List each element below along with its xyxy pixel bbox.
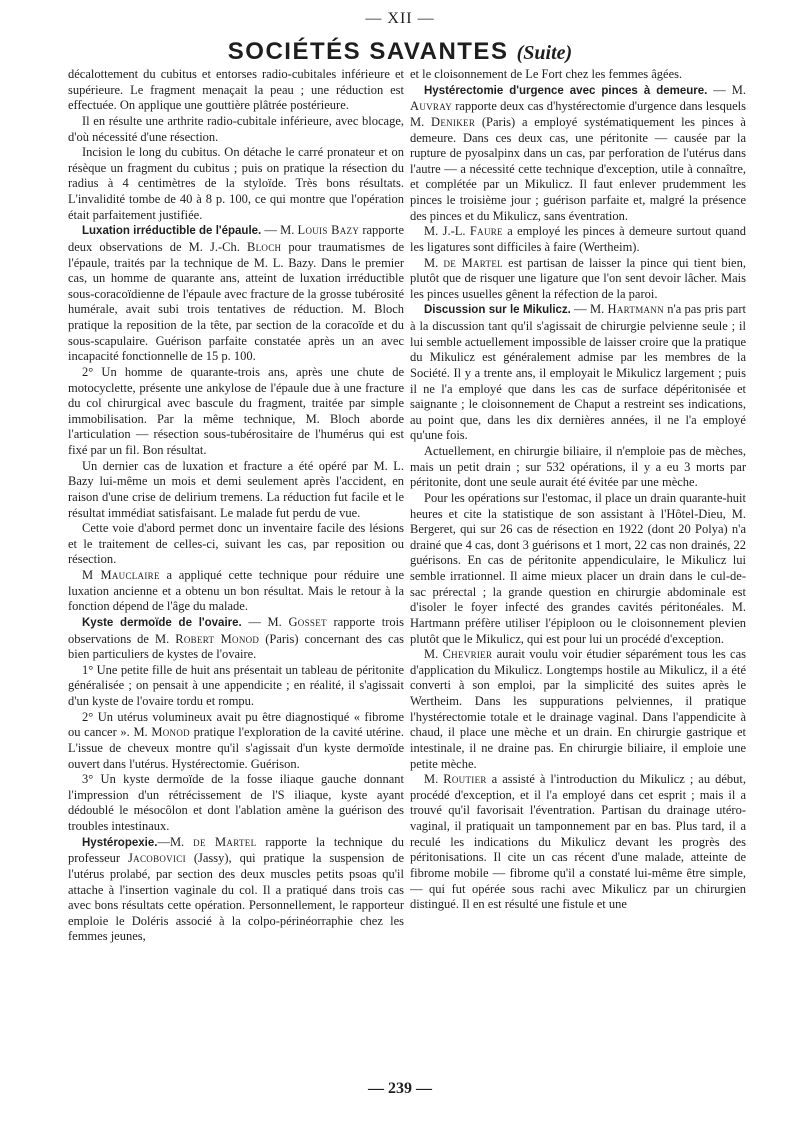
author-name: Robert Monod [175,631,260,646]
paragraph: Un dernier cas de luxation et fracture a été opéré par M. L. Bazy lui-même un mois et demi seulement après l'accident, en raison d'une crise de delirium tremens. La réduction fut facile et le résultat immédiat satisfaisant. Le malade fut perdu de vue. [68,458,404,520]
author-name: M Mauclaire [82,568,160,582]
author-name: Routier [443,772,487,787]
author-name: Louis Bazy [297,223,360,238]
paragraph: M. de Martel est partisan de laisser la pince qui tient bien, plutôt que de risquer une ligature que l'on sent devoir lâcher. Mais les pinces usuelles gênent la réfection de la paroi. [410,255,746,301]
section-heading: Discussion sur le Mikulicz. [424,304,571,317]
paragraph: 3° Un kyste dermoïde de la fosse iliaque gauche donnant l'impression d'un rétrécissement de l'S iliaque, kyste ayant dédoublé le mésocôlon et dont l'ablation amène la guérison des troubles intestinaux. [68,772,404,833]
section-heading: Luxation irréductible de l'épaule. [82,225,262,238]
paragraph: et le cloisonnement de Le Fort chez les femmes âgées. [410,67,683,81]
section-paragraph: Luxation irréductible de l'épaule. — M. Louis Bazy rapporte deux observations de M. J.-Ch. Bloch pour traumatismes de l'épaule, traités par la technique de M. L. Bazy. Dans le premier cas, un homme de quarante ans, atteint de luxation irréductible sous-coracoïdienne de l'épaule avec fracture de la grosse tubérosité humérale, avait subi trois tentatives de réduction. M. Bloch pratique la reposition de la tête, par section de la coracoïde et du sous-scapulaire. Guérison parfaite constatée après un an avec incapacité fonctionnelle de 15 p. 100. [68,223,404,364]
section-paragraph: Kyste dermoïde de l'ovaire. — M. Gosset rapporte trois observations de M. Robert Monod (Paris) concernant des cas bien particuliers de kystes de l'ovaire. [68,614,404,662]
paragraph: M Mauclaire a appliqué cette technique pour réduire une luxation ancienne et a obtenu un bon résultat. Mais le retour à la fonction dépend de l'âge du malade. [68,568,404,614]
paragraph: Cette voie d'abord permet donc un inventaire facile des lésions et le traitement de celles-ci, suivant les cas, par reposition ou résection. [68,521,404,567]
paragraph: 2° Un homme de quarante-trois ans, après une chute de motocyclette, présente une ankylose de l'épaule due à une fracture du col chirurgical avec bascule du fragment, traitée par simple immobilisation. Par la même technique, M. Bloch aborde l'articulation — résection sous-tubérositaire de l'humérus qui est fixé par un fil. Bon résultat. [68,364,404,457]
section-title [0,38,800,66]
paragraph: décalottement du cubitus et entorses radio-cubitales inférieure et supérieure. Le fragment menaçait la peau ; une réduction est effectuée. On applique une gouttière plâtrée postérieure. [68,67,404,113]
section-paragraph: Hystéropexie.—M. de Martel rapporte la technique du professeur Jacobovici (Jassy), qui pratique la suspension de l'utérus prolabé, par section des deux muscles petits psoas qu'il attache à l'insertion vaginale du col. Il a pratiqué dans trois cas avec bons résultats cette opération. Personnellement, le rapporteur emploie le Doléris associé à la colpo-périnéorraphie chez les femmes jeunes, [68,834,404,944]
paragraph: 1° Une petite fille de huit ans présentait un tableau de péritonite généralisée ; on pensait à une appendicite ; en réalité, il s'agissait d'un kyste de l'ovaire tordu et rompu. [68,662,404,708]
paragraph: M. Routier a assisté à l'introduction du Mikulicz ; au début, procédé d'exception, et il l'a employé dans cet esprit ; mais il a trouvé qu'il favorisait l'éventration. Partisan du drainage utéro-vaginal, il pratiquait un tamponnement par en bas. Plus tard, il a reculé les indications du Mikulicz devant les progrès des péritonisations. Il cite un cas récent d'une malade, atteinte de fibrome mobile — fibrome qu'il a constaté lui-même être simple, — qui fut opérée sous rachi avec Mikulicz par un chirurgien distingué. Il en est résulté une fistule et une [410,772,746,912]
author-name: Hartmann [607,302,664,317]
paragraph: M. J.-L. Faure a employé les pinces à demeure surtout quand les ligatures sont difficiles à faire (Wertheim). [410,224,746,254]
author-name: Bloch [246,239,282,254]
author-name: Jacobovici [128,851,186,866]
author-name: Monod [151,725,190,740]
section-heading: Hystérectomie d'urgence avec pinces à demeure. [424,84,708,97]
section-heading: Hystéropexie. [82,836,158,849]
author-name: de Martel [443,255,503,270]
section-paragraph: Hystérectomie d'urgence avec pinces à demeure. — M. Auvray rapporte deux cas d'hystérectomie d'urgence dans lesquels M. Deniker (Paris) a employé systématiquement les pinces à demeure. Dans ces deux cas, une péritonite — causée par la rupture de pyosalpinx dans un cas, par perforation de l'utérus dans l'autre — a nécessité cette technique d'exception, utile à connaître, et complétée par un Mikulicz. Il faut enlever prudemment les pinces le troisième jour ; guérison parfaite et, malgré la présence des pinces et du Mikulicz, sans éventration. [410,82,746,223]
section-title-suite: (Suite) [516,42,573,64]
roman-page-numeral: — XII — [365,10,435,27]
author-name: de Martel [193,834,257,849]
paragraph: Incision le long du cubitus. On détache le carré pronateur et on résèque un fragment du cubitus ; puis on pratique la résection du radius à 4 centimètres de la styloïde. Très bons résultats. L'invalidité tombe de 40 à 8 p. 100, ce qui montre que l'opération était parfaitement justifiée. [68,145,404,222]
author-name: Gosset [288,614,327,629]
paragraph: Pour les opérations sur l'estomac, il place un drain quarante-huit heures et cite la statistique de son assistant à l'Hôtel-Dieu, M. Bergeret, qui sur 26 cas de résection en 1922 (dont 20 Polya) n'a drainé que 4 cas, dont 3 guérisons et 1 mort, 22 cas non drainés, 22 guérisons. En cas de péritonite appendiculaire, le Mikulicz lui semble irrationnel. Il aime mieux placer un drain dans le cul-de-sac prérectal ; la grande question en chirurgie abdominale est d'isoler le foyer infecté des grandes cavités péritonéales. M. Hartmann préfère utiliser l'épiploon ou le cloisonnement plevien plutôt que le Mikulicz, qui est pour lui un procédé d'exception. [410,490,746,646]
paragraph: Il en résulte une arthrite radio-cubitale inférieure, avec blocage, d'où nécessité d'une résection. [68,113,404,144]
author-name: Faure [469,224,503,239]
section-title-main: SOCIÉTÉS SAVANTES [227,38,509,65]
paragraph: 2° Un utérus volumineux avait pu être diagnostiqué « fibrome ou cancer ». M. Monod pratique l'exploration de la cavité utérine. L'issue de cheveux montre qu'il s'agissait d'un kyste dermoïde ouvert dans l'utérus. Hystérectomie. Guérison. [68,709,404,771]
section-paragraph: Discussion sur le Mikulicz. — M. Hartmann n'a pas pris part à la discussion tant qu'il s'agissait de chirurgie pelvienne seule ; il lui semble actuellement impossible de laisser croire que la pratique du Mikulicz est généralement admise par les membres de la Société. Il y a trente ans, il employait le Mikulicz largement ; puis il ne l'a employé que dans les cas de surface dépéritonisée et saignante ; le cloisonnement de Chaput a restreint ses indications, au point que, dans les dix dernières années, il ne l'a employé qu'une fois. [410,302,746,443]
left-column [68,67,404,1072]
author-name: Chevrier [442,647,493,662]
section-heading: Kyste dermoïde de l'ovaire. [82,616,242,629]
author-name: Auvray [410,99,453,114]
page-number: — 239 — [368,1080,432,1097]
paragraph: Actuellement, en chirurgie biliaire, il n'emploie pas de mèches, mais un petit drain ; sur 532 opérations, il y a eu 3 morts par péritonite, dont une seule aurait été évitée par une mèche. [410,444,746,490]
author-name: Deniker [431,114,476,129]
right-column [410,67,746,1072]
paragraph: M. Chevrier aurait voulu voir étudier séparément tous les cas d'application du Mikulicz. Longtemps hostile au Mikulicz, il a été converti à son emploi, par la simplicité des suites après le Wertheim. Dans les suppurations pelviennes, il pratique l'hystérectomie totale et le drainage vaginal. Dans l'appendicite à chaud, il place une mèche et un drain. En chirurgie gastrique et intestinale, il ne draine pas. En chirurgie biliaire, il emploie une petite mèche. [410,647,746,771]
